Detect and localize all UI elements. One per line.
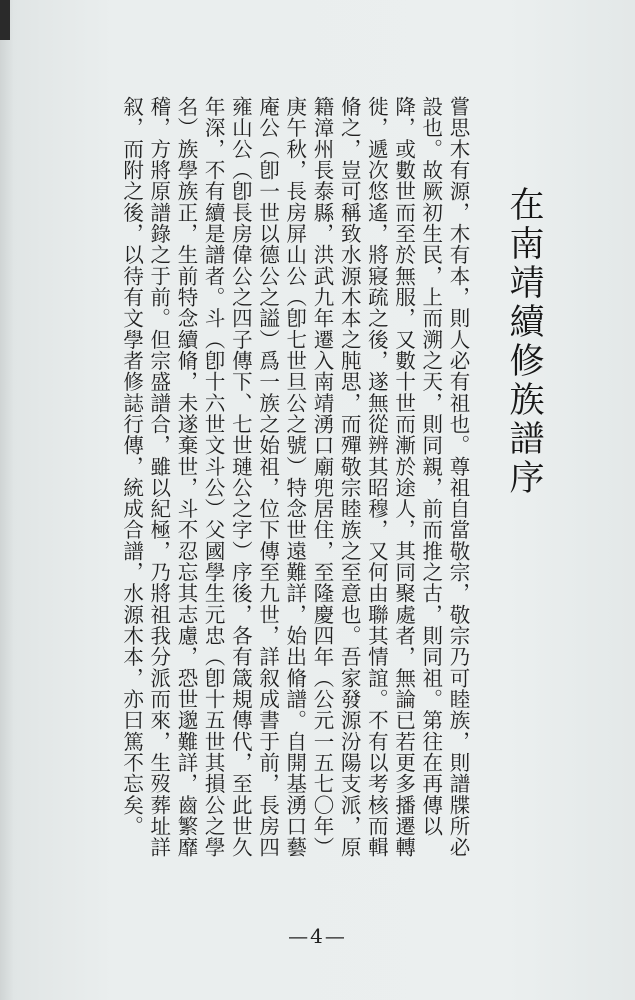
page-edge-shadow — [0, 0, 14, 1000]
preface-paragraph: 嘗思木有源，木有本，則人必有祖也。尊祖自當敬宗，敬宗乃可睦族，則譜牒所必設也。故厥初生民，上而溯之天，則同親，前而推之古，則同祖。第往在再傳以降，或數世而至於無服，又數十世而漸於途人，其同聚處者，無論已若更多播遷轉徙，遞次悠遙，將寢疏之後，遂無從辨其昭穆，又何由聯其情誼。不有以考核而輯脩之，豈可稱致水源木本之肫思，而殫敬宗睦族之至意也。吾家發源汾陽支派，原籍漳州長泰縣，洪武九年遷入南靖湧口廟兜居住，至隆慶四年（公元一五七〇年）庚午秋，長房屏山公（卽七世旦公之號）特念世遠難詳，始出脩譜。自開基湧口藝庵公（卽一世以德公之謚）爲一族之始祖，位下傳至九世，詳叙成書于前，長房四雍山公（卽長房偉公之四子傳下、七世璉公之字）序後，各有箴規傳代，至此世久年深，不有續是譜者。斗（卽十六世文斗公）父國學生元忠（卽十五世其損公之學名）族學族正，生前特念續脩，未遂棄世，斗不忍忘其志慮，恐世邈難詳，齒繁靡稽，方將原譜錄之于前。但宗盛譜合，雖以紀極，乃將祖我分派而來，生歿葬址詳叙，而附之後，以待有文學者修誌行傳，統成合譜，水源木本，亦曰篤不忘矣。 — [119, 96, 470, 858]
page-number: —4— — [288, 924, 347, 948]
binding-mark — [0, 0, 10, 40]
preface-title: 在南靖續修族譜序 — [504, 186, 544, 498]
preface-body — [117, 96, 471, 876]
